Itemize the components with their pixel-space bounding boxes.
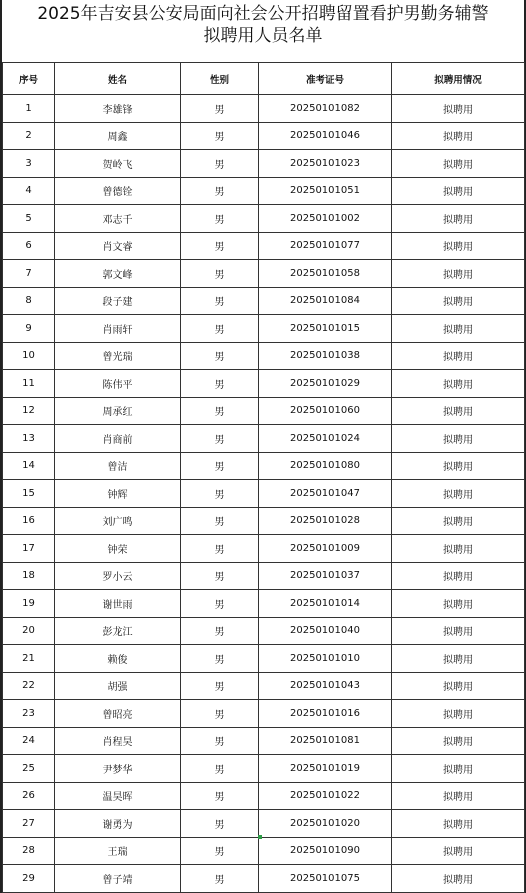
table-row: [3, 810, 525, 838]
cell-exam-ticket-number: 20250101010: [259, 645, 392, 673]
cell-name: 谢世雨: [55, 590, 181, 618]
cell-hiring-status: 拟聘用: [392, 425, 525, 453]
header-gender: 性别: [181, 63, 259, 95]
cell-gender: 男: [181, 837, 259, 865]
table-row: [3, 782, 525, 810]
cell-name: 肖程昊: [55, 727, 181, 755]
cell-serial-number: 22: [3, 672, 55, 700]
cell-gender: 男: [181, 590, 259, 618]
cell-serial-number: 15: [3, 480, 55, 508]
cell-gender: 男: [181, 205, 259, 233]
cell-name: 肖文睿: [55, 232, 181, 260]
table-row: [3, 260, 525, 288]
cell-serial-number: 20: [3, 617, 55, 645]
cell-exam-ticket-number: 20250101080: [259, 452, 392, 480]
cell-serial-number: 11: [3, 370, 55, 398]
table-row: [3, 397, 525, 425]
cell-name: 钟辉: [55, 480, 181, 508]
cell-serial-number: 19: [3, 590, 55, 618]
cell-hiring-status: 拟聘用: [392, 315, 525, 343]
cell-serial-number: 27: [3, 810, 55, 838]
cell-exam-ticket-number: 20250101051: [259, 177, 392, 205]
cell-hiring-status: 拟聘用: [392, 837, 525, 865]
table-row: [3, 507, 525, 535]
table-row: [3, 232, 525, 260]
cell-corner-marker: [258, 835, 262, 839]
cell-gender: 男: [181, 865, 259, 893]
cell-exam-ticket-number: 20250101075: [259, 865, 392, 893]
table-row: [3, 645, 525, 673]
cell-name: 温昊晖: [55, 782, 181, 810]
cell-exam-ticket-number: 20250101020: [259, 810, 392, 838]
cell-hiring-status: 拟聘用: [392, 370, 525, 398]
cell-exam-ticket-number: 20250101047: [259, 480, 392, 508]
cell-name: 钟荣: [55, 535, 181, 563]
cell-hiring-status: 拟聘用: [392, 177, 525, 205]
cell-name: 曾子靖: [55, 865, 181, 893]
cell-exam-ticket-number: 20250101023: [259, 150, 392, 178]
cell-name: 贺岭飞: [55, 150, 181, 178]
cell-name: 周鑫: [55, 122, 181, 150]
cell-hiring-status: 拟聘用: [392, 590, 525, 618]
cell-gender: 男: [181, 370, 259, 398]
cell-gender: 男: [181, 617, 259, 645]
cell-exam-ticket-number: 20250101043: [259, 672, 392, 700]
cell-gender: 男: [181, 645, 259, 673]
cell-serial-number: 14: [3, 452, 55, 480]
cell-name: 谢勇为: [55, 810, 181, 838]
table-row: [3, 865, 525, 893]
cell-serial-number: 5: [3, 205, 55, 233]
title-line-2: 拟聘用人员名单: [203, 26, 323, 46]
cell-serial-number: 9: [3, 315, 55, 343]
cell-name: 肖商前: [55, 425, 181, 453]
table-row: [3, 150, 525, 178]
cell-name: 郭文峰: [55, 260, 181, 288]
header-name: 姓名: [55, 63, 181, 95]
cell-serial-number: 16: [3, 507, 55, 535]
cell-exam-ticket-number: 20250101037: [259, 562, 392, 590]
cell-hiring-status: 拟聘用: [392, 287, 525, 315]
cell-hiring-status: 拟聘用: [392, 452, 525, 480]
cell-gender: 男: [181, 342, 259, 370]
cell-gender: 男: [181, 700, 259, 728]
table-row: [3, 315, 525, 343]
cell-serial-number: 28: [3, 837, 55, 865]
cell-hiring-status: 拟聘用: [392, 232, 525, 260]
header-serial-number: 序号: [3, 63, 55, 95]
table-row: [3, 370, 525, 398]
cell-serial-number: 23: [3, 700, 55, 728]
table-row: [3, 755, 525, 783]
cell-exam-ticket-number: 20250101077: [259, 232, 392, 260]
cell-name: 尹梦华: [55, 755, 181, 783]
cell-hiring-status: 拟聘用: [392, 810, 525, 838]
table-row: [3, 177, 525, 205]
cell-exam-ticket-number: 20250101058: [259, 260, 392, 288]
cell-name: 邓志千: [55, 205, 181, 233]
cell-gender: 男: [181, 315, 259, 343]
cell-hiring-status: 拟聘用: [392, 865, 525, 893]
cell-exam-ticket-number: 20250101038: [259, 342, 392, 370]
cell-exam-ticket-number: 20250101028: [259, 507, 392, 535]
cell-gender: 男: [181, 782, 259, 810]
cell-name: 肖雨轩: [55, 315, 181, 343]
cell-serial-number: 29: [3, 865, 55, 893]
cell-name: 王瑞: [55, 837, 181, 865]
cell-exam-ticket-number: 20250101040: [259, 617, 392, 645]
cell-hiring-status: 拟聘用: [392, 700, 525, 728]
cell-exam-ticket-number: 20250101046: [259, 122, 392, 150]
cell-name: 李雄锋: [55, 95, 181, 123]
cell-name: 曾昭亮: [55, 700, 181, 728]
document-title: [2, 0, 524, 62]
cell-hiring-status: 拟聘用: [392, 260, 525, 288]
cell-hiring-status: 拟聘用: [392, 617, 525, 645]
cell-name: 彭龙江: [55, 617, 181, 645]
table-row: [3, 342, 525, 370]
cell-serial-number: 17: [3, 535, 55, 563]
cell-serial-number: 13: [3, 425, 55, 453]
table-row: [3, 480, 525, 508]
cell-gender: 男: [181, 122, 259, 150]
cell-exam-ticket-number: 20250101082: [259, 95, 392, 123]
cell-gender: 男: [181, 672, 259, 700]
cell-serial-number: 25: [3, 755, 55, 783]
cell-name: 曾洁: [55, 452, 181, 480]
cell-gender: 男: [181, 397, 259, 425]
cell-serial-number: 1: [3, 95, 55, 123]
table-row: [3, 452, 525, 480]
cell-gender: 男: [181, 810, 259, 838]
cell-hiring-status: 拟聘用: [392, 122, 525, 150]
cell-gender: 男: [181, 535, 259, 563]
table-row: [3, 205, 525, 233]
cell-hiring-status: 拟聘用: [392, 562, 525, 590]
cell-serial-number: 10: [3, 342, 55, 370]
cell-exam-ticket-number: 20250101029: [259, 370, 392, 398]
cell-hiring-status: 拟聘用: [392, 205, 525, 233]
table-row: [3, 95, 525, 123]
cell-gender: 男: [181, 95, 259, 123]
cell-serial-number: 7: [3, 260, 55, 288]
cell-hiring-status: 拟聘用: [392, 535, 525, 563]
table-row: [3, 590, 525, 618]
cell-hiring-status: 拟聘用: [392, 645, 525, 673]
cell-name: 周承红: [55, 397, 181, 425]
header-hiring-status: 拟聘用情况: [392, 63, 525, 95]
table-row: [3, 727, 525, 755]
cell-hiring-status: 拟聘用: [392, 150, 525, 178]
cell-gender: 男: [181, 150, 259, 178]
cell-hiring-status: 拟聘用: [392, 397, 525, 425]
cell-hiring-status: 拟聘用: [392, 727, 525, 755]
cell-gender: 男: [181, 452, 259, 480]
cell-exam-ticket-number: 20250101009: [259, 535, 392, 563]
cell-serial-number: 24: [3, 727, 55, 755]
cell-serial-number: 26: [3, 782, 55, 810]
table-row: [3, 672, 525, 700]
cell-name: 罗小云: [55, 562, 181, 590]
cell-exam-ticket-number: 20250101022: [259, 782, 392, 810]
cell-gender: 男: [181, 507, 259, 535]
cell-serial-number: 12: [3, 397, 55, 425]
cell-serial-number: 6: [3, 232, 55, 260]
cell-gender: 男: [181, 232, 259, 260]
cell-hiring-status: 拟聘用: [392, 95, 525, 123]
cell-hiring-status: 拟聘用: [392, 672, 525, 700]
cell-gender: 男: [181, 562, 259, 590]
table-row: [3, 425, 525, 453]
cell-hiring-status: 拟聘用: [392, 507, 525, 535]
cell-hiring-status: 拟聘用: [392, 480, 525, 508]
cell-gender: 男: [181, 287, 259, 315]
table-body: [3, 95, 525, 893]
cell-exam-ticket-number: 20250101024: [259, 425, 392, 453]
table-row: [3, 122, 525, 150]
table-row: [3, 700, 525, 728]
cell-exam-ticket-number: 20250101014: [259, 590, 392, 618]
table-row: [3, 837, 525, 865]
cell-gender: 男: [181, 177, 259, 205]
table-header-row: [3, 63, 525, 95]
cell-serial-number: 18: [3, 562, 55, 590]
cell-name: 刘广鸣: [55, 507, 181, 535]
cell-hiring-status: 拟聘用: [392, 755, 525, 783]
cell-exam-ticket-number: 20250101081: [259, 727, 392, 755]
cell-gender: 男: [181, 727, 259, 755]
table-row: [3, 535, 525, 563]
cell-name: 赖俊: [55, 645, 181, 673]
cell-gender: 男: [181, 755, 259, 783]
cell-name: 胡强: [55, 672, 181, 700]
cell-exam-ticket-number: 20250101060: [259, 397, 392, 425]
cell-exam-ticket-number: 20250101019: [259, 755, 392, 783]
cell-hiring-status: 拟聘用: [392, 782, 525, 810]
cell-serial-number: 4: [3, 177, 55, 205]
cell-gender: 男: [181, 480, 259, 508]
cell-exam-ticket-number: 20250101084: [259, 287, 392, 315]
cell-gender: 男: [181, 260, 259, 288]
table-row: [3, 562, 525, 590]
cell-exam-ticket-number: 20250101002: [259, 205, 392, 233]
cell-serial-number: 21: [3, 645, 55, 673]
cell-name: 陈伟平: [55, 370, 181, 398]
cell-exam-ticket-number: 20250101016: [259, 700, 392, 728]
cell-serial-number: 3: [3, 150, 55, 178]
cell-name: 曾光瑞: [55, 342, 181, 370]
cell-name: 曾德铨: [55, 177, 181, 205]
cell-serial-number: 8: [3, 287, 55, 315]
cell-hiring-status: 拟聘用: [392, 342, 525, 370]
title-line-1: 2025年吉安县公安局面向社会公开招聘留置看护男勤务辅警: [37, 4, 489, 24]
header-exam-ticket-number: 准考证号: [259, 63, 392, 95]
cell-exam-ticket-number: 20250101090: [259, 837, 392, 865]
table-row: [3, 287, 525, 315]
cell-exam-ticket-number: 20250101015: [259, 315, 392, 343]
cell-name: 段子建: [55, 287, 181, 315]
cell-serial-number: 2: [3, 122, 55, 150]
cell-gender: 男: [181, 425, 259, 453]
candidate-table: [2, 62, 525, 893]
table-row: [3, 617, 525, 645]
